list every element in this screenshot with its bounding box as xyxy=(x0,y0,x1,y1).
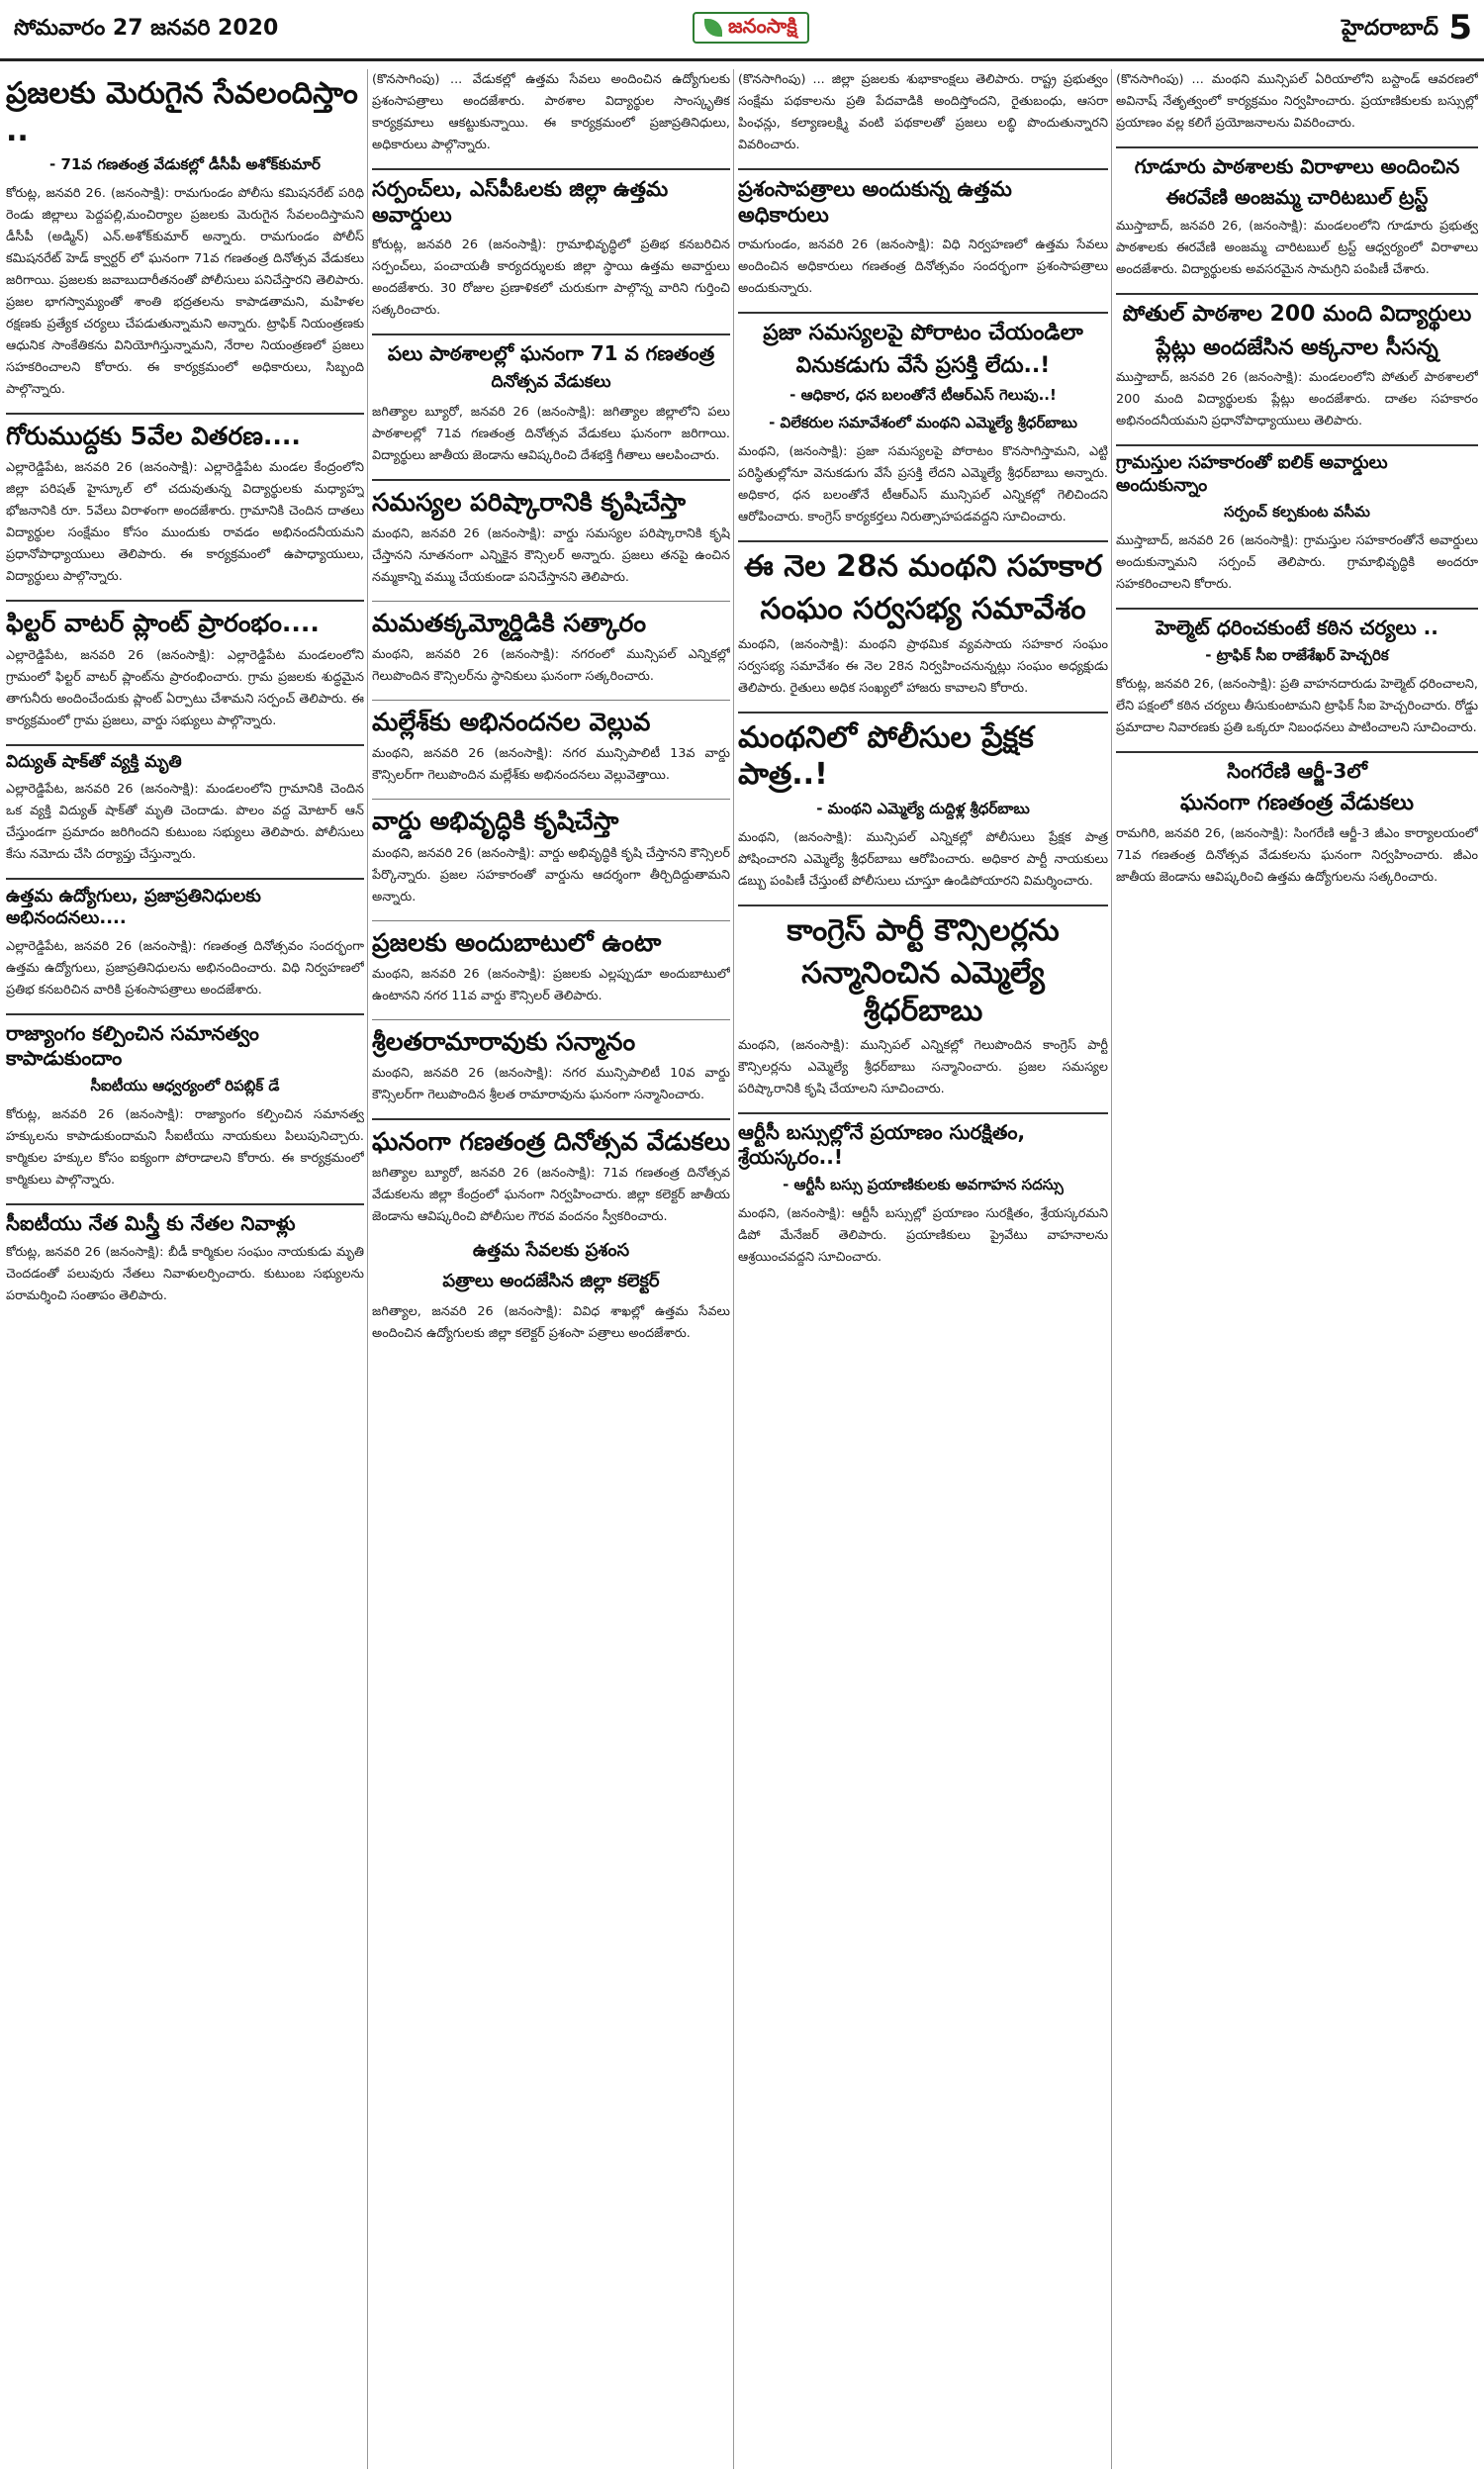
divider xyxy=(738,312,1108,314)
headline: ఘనంగా గణతంత్ర దినోత్సవ వేడుకలు xyxy=(372,1127,730,1156)
subheadline: - 71వ గణతంత్ర వేడుకల్లో డీసీపీ అశోక్‌కుమార్ xyxy=(49,155,321,173)
divider xyxy=(6,878,364,880)
divider xyxy=(6,413,364,415)
headline-line-2: సంఘం సర్వసభ్య సమావేశం xyxy=(760,592,1086,626)
article xyxy=(1116,154,1478,281)
headline: ఈ నెల 28న మంథని సహకార xyxy=(744,548,1102,584)
subheadline: - ఆధికార, ధన బలంతోనే టీఆర్ఎస్ గెలుపు..! xyxy=(789,385,1057,404)
divider xyxy=(1116,146,1478,148)
headline: ఉత్తమ ఉద్యోగులు, ప్రజాప్రతినిధులకు అభినందనలు.... xyxy=(6,885,261,929)
headline-line-2: ప్లేట్లు అందజేసిన అక్కనాల సీసన్న xyxy=(1156,334,1438,360)
headline-line-2: సన్మానించిన ఎమ్మెల్యే శ్రీధర్‌బాబు xyxy=(801,956,1045,1028)
divider xyxy=(738,1112,1108,1114)
issue-date: సోమవారం 27 జనవరి 2020 xyxy=(14,16,279,41)
divider xyxy=(738,168,1108,170)
headline-line-2: ఈరవేణి అంజమ్మ చారిటబుల్ ట్రస్ట్ xyxy=(1165,185,1429,209)
headline-line-2: ఘనంగా గణతంత్ర వేడుకలు xyxy=(1179,791,1415,815)
article xyxy=(6,1211,364,1307)
column-divider xyxy=(1111,69,1112,2469)
article xyxy=(1116,301,1478,432)
article-body: జగిత్యాల, జనవరి 26 (జనంసాక్షి): వివిధ శాఖల్లో ఉత్తమ సేవలు అందించిన ఉద్యోగులకు జిల్లా కలెక్టర్ ప్రశంసా పత్రాలు అందజేశారు. xyxy=(372,1304,730,1342)
headline: హెల్మెట్ ధరించకుంటే కఠిన చర్యలు .. xyxy=(1156,616,1438,639)
article-body: మంథని, జనవరి 26 (జనంసాక్షి): వార్డు సమస్యల పరిష్కారానికి కృషి చేస్తానని నూతనంగా ఎన్నికైన కౌన్సిలర్ అన్నారు. ప్రజలు తనపై ఉంచిన నమ్మకాన్ని వమ్ము చేయకుండా పనిచేస్తానని తెలిపారు. xyxy=(372,525,730,585)
subheadline: పత్రాలు అందజేసిన జిల్లా కలెక్టర్ xyxy=(442,1271,660,1292)
newspaper-logo xyxy=(693,12,809,44)
headline: ప్రజలకు మెరుగైన సేవలందిస్తాం .. xyxy=(6,76,358,148)
divider xyxy=(738,540,1108,542)
article xyxy=(372,806,730,907)
headline: రాజ్యాంగం కల్పించిన సమానత్వం కాపాడుకుందాం xyxy=(6,1020,259,1070)
headline: గ్రామస్తుల సహకారంతో ఐలిక్ అవార్డులు అందుకున్నాం xyxy=(1116,452,1388,496)
edition-city: హైదరాబాద్ xyxy=(1342,16,1438,41)
article-body: మంథని, జనవరి 26 (జనంసాక్షి): నగర మున్సిపాలిటీ 13వ వార్డు కౌన్సిలర్‌గా గెలుపొందిన మల్లేశ్‌కు అభినందనలు వెల్లువెత్తాయి. xyxy=(372,746,730,784)
headline: మమతక్కమ్మోర్డిడికి సత్కారం xyxy=(372,608,647,637)
divider xyxy=(6,1203,364,1205)
headline: కాంగ్రెస్ పార్టీ కౌన్సిలర్లను xyxy=(787,912,1060,948)
article-body: కోరుట్ల, జనవరి 26. (జనంసాక్షి): రామగుండం పోలీసు కమిషనరేట్ పరిధి రెండు జిల్లాలు పెద్దపల్లి,మంచిర్యాల ప్రజలకు మెరుగైన సేవలందిస్తామని డీసీపీ (అడ్మిన్) ఎన్.అశోక్‌కుమార్ అన్నారు. రామగుండం పోలీస్ కమిషనరేట్ హెడ్ క్వార్టర్ లో ఘనంగా 71వ గణతంత్ర దినోత్సవ వేడుకలు జరిగాయి. ప్రజలకు జవాబుదారీతనంతో పోలీసులు పనిచేస్తారని తెలిపారు. ప్రజల భాగస్వామ్యంతో శాంతి భద్రతలను కాపాడతామని, మహిళల రక్షణకు ప్రత్యేక చర్యలు చేపడుతున్నామని అన్నారు. ట్రాఫిక్ నియంత్రణకు ఆధునిక సాంకేతికను వినియోగిస్తున్నామని, నేరాల నియంత్రణలో ప్రజలు సహకరించాలని కోరారు. ఈ కార్యక్రమంలో అధికారులు, సిబ్బంది పాల్గొన్నారు. xyxy=(6,186,364,397)
article xyxy=(738,548,1108,700)
article xyxy=(372,176,730,322)
headline: గూడూరు పాఠశాలకు విరాళాలు అందించిన xyxy=(1134,154,1460,178)
headline: ప్రజా సమస్యలపై పోరాటం చేయండిలా xyxy=(763,320,1083,345)
headline: ప్రజలకు అందుబాటులో ఉంటా xyxy=(372,927,662,957)
divider xyxy=(372,700,730,701)
article-body: మంథని, జనవరి 26 (జనంసాక్షి): ప్రజలకు ఎల్లప్పుడూ అందుబాటులో ఉంటానని నగర 11వ వార్డు కౌన్సిలర్ తెలిపారు. xyxy=(372,966,730,1003)
column-4 xyxy=(1116,69,1478,2469)
divider xyxy=(1116,751,1478,753)
article xyxy=(738,320,1108,528)
subheadline: సర్పంచ్ కల్పకుంట వసీమ xyxy=(1224,503,1370,521)
column-3 xyxy=(738,69,1108,2469)
article-body: మంథని, జనవరి 26 (జనంసాక్షి): నగర మున్సిపాలిటీ 10వ వార్డు కౌన్సిలర్‌గా గెలుపొందిన శ్రీలత రామారావును ఘనంగా సన్మానించారు. xyxy=(372,1066,730,1102)
article-body: రామగుండం, జనవరి 26 (జనంసాక్షి): విధి నిర్వహణలో ఉత్తమ సేవలు అందించిన అధికారులు గణతంత్ర దినోత్సవం సందర్భంగా ప్రశంసాపత్రాలు అందుకున్నారు. xyxy=(738,237,1108,296)
headline: ఉత్తమ సేవలకు ప్రశంస xyxy=(472,1240,630,1262)
divider xyxy=(1116,444,1478,446)
article-body: కోరుట్ల, జనవరి 26, (జనంసాక్షి): ప్రతి వాహనదారుడు హెల్మెట్ ధరించాలని, లేని పక్షంలో కఠిన చర్యలు తీసుకుంటామని ట్రాఫిక్ సీఐ హెచ్చరించారు. రోడ్డు ప్రమాదాల నివారణకు ప్రతి ఒక్కరూ నిబంధనలు పాటించాలని సూచించారు. xyxy=(1116,677,1478,735)
divider xyxy=(372,920,730,921)
article xyxy=(738,1120,1108,1269)
article-body: మంథని, (జనంసాక్షి): మున్సిపల్ ఎన్నికల్లో పోలీసులు ప్రేక్షక పాత్ర పోషించారని ఎమ్మెల్యే శ్రీధర్‌బాబు ఆరోపించారు. అధికార పార్టీ నాయకులు డబ్బు పంపిణీ చేస్తుంటే పోలీసులు చూస్తూ ఉండిపోయారని విమర్శించారు. xyxy=(738,829,1108,889)
article-body: జగిత్యాల బ్యూరో, జనవరి 26 (జనంసాక్షి): 71వ గణతంత్ర దినోత్సవ వేడుకలను జిల్లా కేంద్రంలో ఘనంగా నిర్వహించారు. జిల్లా కలెక్టర్ జాతీయ జెండాను ఆవిష్కరించి పోలీసుల గౌరవ వందనం స్వీకరించారు. xyxy=(372,1166,730,1225)
article xyxy=(1116,759,1478,889)
article xyxy=(372,341,730,467)
article xyxy=(6,886,364,1001)
article xyxy=(738,176,1108,300)
headline: సమస్యల పరిష్కారానికి కృషిచేస్తా xyxy=(372,487,687,517)
leaf-icon xyxy=(704,19,722,37)
divider xyxy=(372,1118,730,1120)
article xyxy=(372,1240,730,1345)
article-body: మంథని, (జనంసాక్షి): మంథని ప్రాథమిక వ్యవసాయ సహకార సంఘం సర్వసభ్య సమావేశం ఈ నెల 28న నిర్వహించనున్నట్లు సంఘం అధ్యక్షుడు తెలిపారు. రైతులు అధిక సంఖ్యలో హాజరు కావాలని కోరారు. xyxy=(738,636,1108,696)
article-body: ఎల్లారెడ్డిపేట, జనవరి 26 (జనంసాక్షి): మండలంలోని గ్రామానికి చెందిన ఒక వ్యక్తి విద్యుత్ షాక్‌తో మృతి చెందాడు. పొలం వద్ద మోటార్ ఆన్ చేస్తుండగా ప్రమాదం జరిగిందని కుటుంబ సభ్యులు తెలిపారు. పోలీసులు కేసు నమోదు చేసి దర్యాప్తు చేస్తున్నారు. xyxy=(6,781,364,862)
article-continuation xyxy=(738,69,1108,156)
divider xyxy=(372,1019,730,1020)
page-header xyxy=(0,0,1484,61)
article-body: కోరుట్ల, జనవరి 26 (జనంసాక్షి): రాజ్యాంగం కల్పించిన సమానత్వ హక్కులను కాపాడుకుందామని సీఐటీయు నాయకులు పిలుపునిచ్చారు. కార్మికుల హక్కుల కోసం ఐక్యంగా పోరాడాలని కోరారు. ఈ కార్యక్రమంలో కార్మికులు పాల్గొన్నారు. xyxy=(6,1106,364,1188)
article-body: ఎల్లారెడ్డిపేట, జనవరి 26 (జనంసాక్షి): గణతంత్ర దినోత్సవం సందర్భంగా ఉత్తమ ఉద్యోగులు, ప్రజాప్రతినిధులను అభినందించారు. విధి నిర్వహణలో ప్రతిభ కనబరిచిన వారికి ప్రశంసాపత్రాలు అందజేశారు. xyxy=(6,938,364,998)
article xyxy=(372,927,730,1007)
article xyxy=(6,75,364,401)
subheadline: సీఐటీయు ఆధ్వర్యంలో రిపబ్లిక్ డే xyxy=(90,1076,280,1095)
headline: సీఐటీయు నేత మిస్త్రీ కు నేతల నివాళ్లు xyxy=(6,1210,296,1235)
article-body: రామగిరి, జనవరి 26, (జనంసాక్షి): సింగరేణి ఆర్జీ-3 జీఎం కార్యాలయంలో 71వ గణతంత్ర దినోత్సవ వేడుకలను ఘనంగా నిర్వహించారు. జీఎం జాతీయ జెండాను ఆవిష్కరించి ఉత్తమ ఉద్యోగులను సత్కరించారు. xyxy=(1116,825,1478,885)
headline: ప్రశంసాపత్రాలు అందుకున్న ఉత్తమ అధికారులు xyxy=(738,177,1012,228)
subheadline: - ఆర్టీసీ బస్సు ప్రయాణికులకు అవగాహన సదస్సు xyxy=(783,1176,1064,1193)
article-body: ఎల్లారెడ్డిపేట, జనవరి 26 (జనంసాక్షి): ఎల్లారెడ్డిపేట మండల కేంద్రంలోని జిల్లా పరిషత్ హైస్కూల్ లో చదువుతున్న విద్యార్థులకు మధ్యాహ్న భోజనానికి రూ. 5వేలు విరాళంగా అందజేశారు. గ్రామానికి చెందిన దాతలు విద్యార్థుల సంక్షేమం కోసం ముందుకు రావడం అభినందనీయమని ప్రధానోపాధ్యాయులు తెలిపారు. ఈ కార్యక్రమంలో ఉపాధ్యాయులు, విద్యార్థులు పాల్గొన్నారు. xyxy=(6,460,364,585)
article xyxy=(372,487,730,589)
headline: మల్లేశ్‌కు అభినందనల వెల్లువ xyxy=(372,708,651,736)
divider xyxy=(738,712,1108,714)
logo-text: జనంసాక్షి xyxy=(728,13,797,38)
article-body: కోరుట్ల, జనవరి 26 (జనంసాక్షి): గ్రామాభివృద్ధిలో ప్రతిభ కనబరిచిన సర్పంచ్‌లు, పంచాయతీ కార్యదర్శులకు జిల్లా స్థాయి ఉత్తమ అవార్డులు అందజేశారు. 30 రోజుల ప్రణాళికలో చురుకుగా పాల్గొన్న వారిని గుర్తించి సత్కరించారు. xyxy=(372,237,730,318)
headline: పలు పాఠశాలల్లో ఘనంగా 71 వ గణతంత్ర xyxy=(387,340,715,365)
article-body: ముస్తాబాద్, జనవరి 26 (జనంసాక్షి): మండలంలోని పోతుల్ పాఠశాలలో 200 మంది విద్యార్థులకు ప్లేట్లు అందజేశారు. దాతల సహకారం అభినందనీయమని ప్రధానోపాధ్యాయులు తెలిపారు. xyxy=(1116,370,1478,428)
article-body: మంథని, (జనంసాక్షి): మున్సిపల్ ఎన్నికల్లో గెలుపొందిన కాంగ్రెస్ పార్టీ కౌన్సిలర్లను ఎమ్మెల్యే శ్రీధర్‌బాబు సన్మానించారు. ప్రజల సమస్యల పరిష్కారానికి కృషి చేయాలని సూచించారు. xyxy=(738,1038,1108,1096)
divider xyxy=(372,333,730,335)
article-body: మంథని, (జనంసాక్షి): ప్రజా సమస్యలపై పోరాటం కొనసాగిస్తామని, ఎట్టి పరిస్థితుల్లోనూ వెనుకడుగు వేసే ప్రసక్తి లేదని ఎమ్మెల్యే శ్రీధర్‌బాబు అన్నారు. అధికార, ధన బలంతోనే టీఆర్ఎస్ మున్సిపల్ ఎన్నికల్లో గెలిచిందని ఆరోపించారు. కాంగ్రెస్ కార్యకర్తలు నిరుత్సాహపడవద్దని సూచించారు. xyxy=(738,443,1108,524)
article-body: ముస్తాబాద్, జనవరి 26, (జనంసాక్షి): మండలంలోని గూడూరు ప్రభుత్వ పాఠశాలకు ఈరవేణి అంజమ్మ చారిటబుల్ ట్రస్ట్ ఆధ్వర్యంలో విరాళాలు అందజేశారు. విద్యార్థులకు అవసరమైన సామగ్రిని పంపిణీ చేశారు. xyxy=(1116,219,1478,277)
headline-line-2: వినుకడుగు వేసే ప్రసక్తి లేదు..! xyxy=(795,353,1051,378)
article xyxy=(6,1021,364,1191)
headline: వార్డు అభివృద్ధికి కృషిచేస్తా xyxy=(372,807,619,836)
article xyxy=(1116,452,1478,596)
headline: పోతుల్ పాఠశాల 200 మంది విద్యార్థులు xyxy=(1122,302,1472,327)
article-body: (కొనసాగింపు) ... వేడుకల్లో ఉత్తమ సేవలు అందించిన ఉద్యోగులకు ప్రశంసాపత్రాలు అందజేశారు. పాఠశాల విద్యార్థుల సాంస్కృతిక కార్యక్రమాలు ఆకట్టుకున్నాయి. ఈ కార్యక్రమంలో ప్రజాప్రతినిధులు, అధికారులు పాల్గొన్నారు. xyxy=(372,72,730,152)
headline: శ్రీలతరామారావుకు సన్మానం xyxy=(372,1026,636,1056)
article xyxy=(372,1026,730,1106)
article-body: జగిత్యాల బ్యూరో, జనవరి 26 (జనంసాక్షి): జగిత్యాల జిల్లాలోని పలు పాఠశాలల్లో 71వ గణతంత్ర దినోత్సవ వేడుకలు ఘనంగా జరిగాయి. విద్యార్థులు జాతీయ జెండాను ఆవిష్కరించి దేశభక్తి గీతాలు ఆలపించారు. xyxy=(372,404,730,463)
subheadline: - మంథని ఎమ్మెల్యే దుద్దిళ్ల శ్రీధర్‌బాబు xyxy=(816,799,1030,817)
article-body: కోరుట్ల, జనవరి 26 (జనంసాక్షి): బీడీ కార్మికుల సంఘం నాయకుడు మృతి చెందడంతో పలువురు నేతలు నివాళులర్పించారు. కుటుంబ సభ్యులను పరామర్శించి సంతాపం తెలిపారు. xyxy=(6,1244,364,1303)
subheadline: - విలేకరుల సమావేశంలో మంథని ఎమ్మెల్యే శ్రీధర్‌బాబు xyxy=(769,413,1077,431)
headline: మంథనిలో పోలీసుల ప్రేక్షక పాత్ర..! xyxy=(738,719,1034,792)
article-body: మంథని, జనవరి 26 (జనంసాక్షి): నగరంలో మున్సిపల్ ఎన్నికల్లో గెలుపొందిన కౌన్సిలర్‌ను స్థానికులు ఘనంగా సత్కరించారు. xyxy=(372,647,730,684)
subheadline: దినోత్సవ వేడుకలు xyxy=(491,371,611,392)
article xyxy=(738,719,1108,893)
headline: సింగరేణి ఆర్జీ-3లో xyxy=(1227,759,1367,783)
article-body: (కొనసాగింపు) ... జిల్లా ప్రజలకు శుభాకాంక్షలు తెలిపారు. రాష్ట్ర ప్రభుత్వం సంక్షేమ పథకాలను ప్రతి పేదవాడికి అందిస్తోందని, రైతుబంధు, ఆసరా పింఛన్లు, కల్యాణలక్ష్మి వంటి పథకాలతో ప్రజలు లబ్ధి పొందుతున్నారని వివరించారు. xyxy=(738,72,1108,152)
headline: సర్పంచ్‌లు, ఎస్‌పీఓలకు జిల్లా ఉత్తమ అవార్డులు xyxy=(372,177,669,228)
divider xyxy=(372,479,730,481)
divider xyxy=(1116,608,1478,610)
article-body: ముస్తాబాద్, జనవరి 26 (జనంసాక్షి): గ్రామస్తుల సహకారంతోనే అవార్డులు అందుకున్నామని సర్పంచ్ తెలిపారు. గ్రామాభివృద్ధికి అందరూ సహకరించాలని కోరారు. xyxy=(1116,533,1478,592)
headline: విద్యుత్ షాక్‌తో వ్యక్తి మృతి xyxy=(6,751,182,772)
subheadline: - ట్రాఫిక్ సీఐ రాజేశేఖర్ హెచ్చరిక xyxy=(1205,646,1389,664)
column-divider xyxy=(733,69,734,2469)
divider xyxy=(6,600,364,602)
article xyxy=(372,1126,730,1228)
article-continuation xyxy=(1116,69,1478,135)
article xyxy=(372,608,730,688)
article-body: మంథని, (జనంసాక్షి): ఆర్టీసీ బస్సుల్లో ప్రయాణం సురక్షితం, శ్రేయస్కరమని డిపో మేనేజర్ తెలిపారు. ప్రయాణికులు ప్రైవేటు వాహనాలను ఆశ్రయించవద్దని సూచించారు. xyxy=(738,1206,1108,1265)
headline: ఆర్టీసీ బస్సుల్లోనే ప్రయాణం సురక్షితం, శ్రేయస్కరం..! xyxy=(738,1120,1026,1169)
page-number: 5 xyxy=(1448,8,1472,48)
article xyxy=(6,752,364,866)
divider xyxy=(6,744,364,746)
divider xyxy=(738,904,1108,906)
column-divider xyxy=(367,69,368,2469)
column-2 xyxy=(372,69,730,2469)
divider xyxy=(6,1013,364,1015)
article xyxy=(6,421,364,588)
article-body: మంథని, జనవరి 26 (జనంసాక్షి): వార్డు అభివృద్ధికి కృషి చేస్తానని కౌన్సిలర్ పేర్కొన్నారు. ప్రజల సహకారంతో వార్డును ఆదర్శంగా తీర్చిదిద్దుతామని అన్నారు. xyxy=(372,845,730,904)
article-body: ఎల్లారెడ్డిపేట, జనవరి 26 (జనంసాక్షి): ఎల్లారెడ్డిపేట మండలంలోని గ్రామంలో ఫిల్టర్ వాటర్ ప్లాంట్‌ను ప్రారంభించారు. గ్రామ ప్రజలకు శుద్ధమైన తాగునీరు అందించేందుకు ప్లాంట్ ఏర్పాటు చేశామని సర్పంచ్ తెలిపారు. ఈ కార్యక్రమంలో గ్రామ ప్రజలు, వార్డు సభ్యులు పాల్గొన్నారు. xyxy=(6,647,364,728)
column-1 xyxy=(6,69,364,2469)
divider xyxy=(1116,293,1478,295)
article-body: (కొనసాగింపు) ... మంథని మున్సిపల్ ఏరియాలోని బస్టాండ్ ఆవరణలో అవినాష్ నేతృత్వంలో కార్యక్రమం నిర్వహించారు. ప్రయాణికులకు బస్సుల్లో ప్రయాణం వల్ల కలిగే ప్రయోజనాలను వివరించారు. xyxy=(1116,72,1478,131)
headline: గోరుముద్దకు 5వేల వితరణ.... xyxy=(6,422,301,450)
divider xyxy=(372,168,730,170)
article xyxy=(6,608,364,731)
article xyxy=(1116,616,1478,739)
divider xyxy=(372,601,730,602)
article xyxy=(372,707,730,787)
article-continuation xyxy=(372,69,730,156)
article xyxy=(738,912,1108,1101)
headline: ఫిల్టర్ వాటర్ ప్లాంట్ ప్రారంభం.... xyxy=(6,609,320,638)
divider xyxy=(372,799,730,800)
